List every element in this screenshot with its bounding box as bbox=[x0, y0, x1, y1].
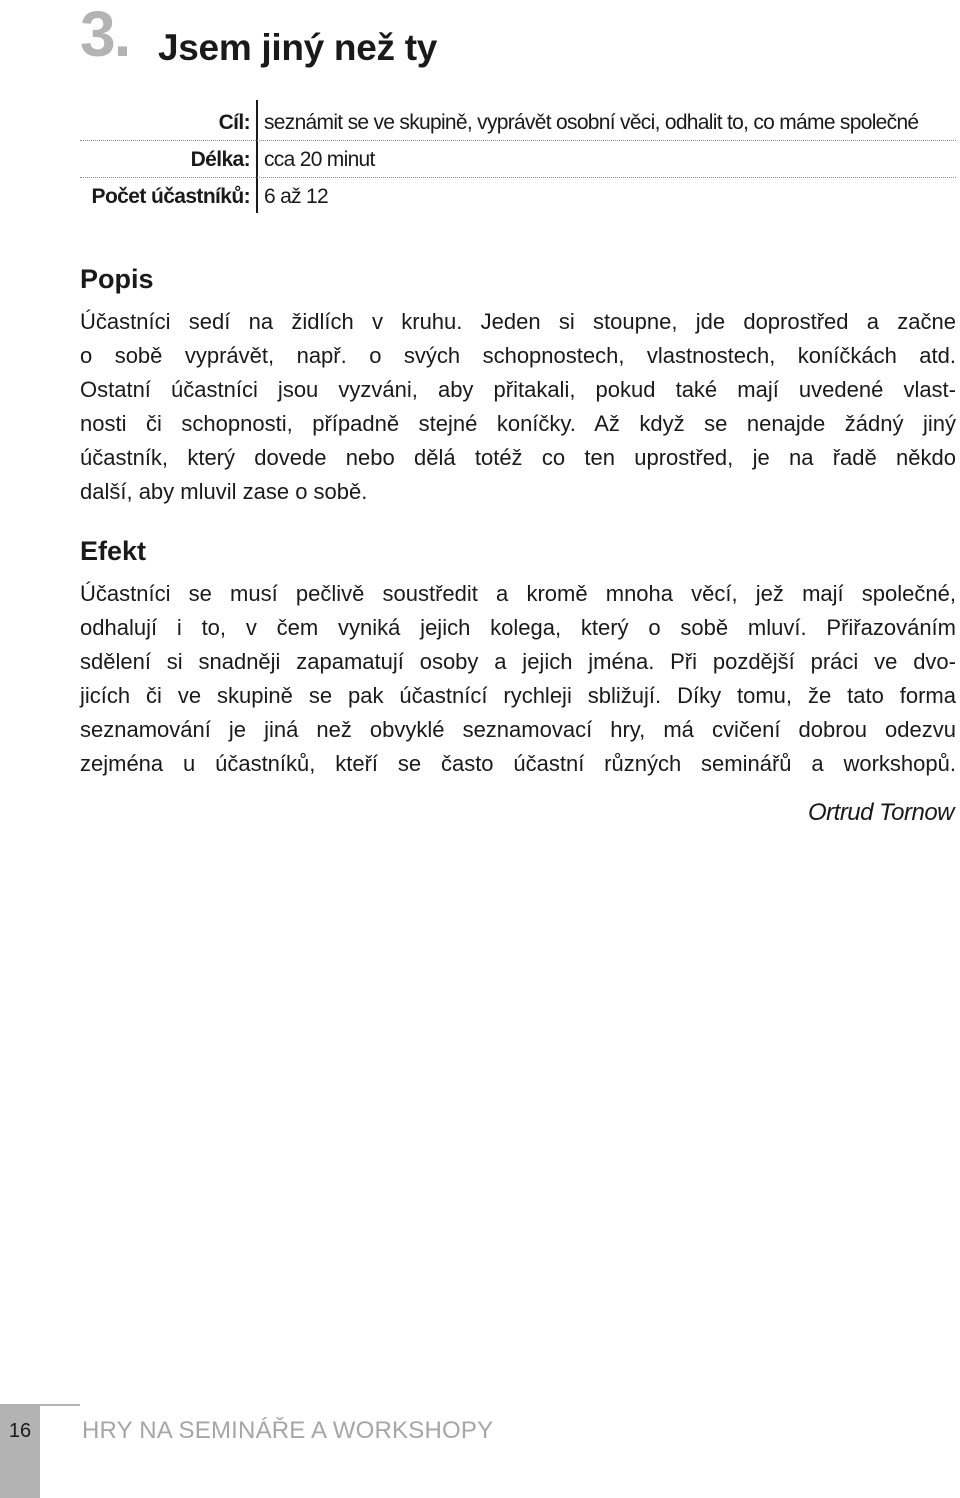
paragraph-line: o sobě vyprávět, např. o svých schopnostech, vlastnostech, koníčkách atd. bbox=[80, 343, 956, 368]
meta-value-participants: 6 až 12 bbox=[264, 185, 328, 208]
section-title-popis: Popis bbox=[80, 264, 154, 294]
paragraph-line: seznamování je jiná než obvyklé seznamovací hry, má cvičení dobrou odezvu bbox=[80, 717, 956, 742]
paragraph-line: Ostatní účastníci jsou vyzváni, aby přitakali, pokud také mají uvedené vlast- bbox=[80, 377, 956, 402]
meta-row-participants bbox=[80, 178, 956, 215]
meta-row-goal bbox=[80, 104, 956, 141]
meta-label-participants: Počet účastníků: bbox=[91, 185, 250, 208]
paragraph-line: Účastníci sedí na židlích v kruhu. Jeden si stoupne, jde doprostřed a začne bbox=[80, 309, 956, 334]
meta-value-duration: cca 20 minut bbox=[264, 148, 375, 171]
paragraph-line: jicích či ve skupině se pak účastnící rychleji sbližují. Díky tomu, že tato forma bbox=[80, 683, 956, 708]
paragraph-line: zejména u účastníků, kteří se často účastní různých seminářů a workshopů. bbox=[80, 751, 956, 776]
meta-value-goal: seznámit se ve skupině, vyprávět osobní věci, odhalit to, co máme společné bbox=[264, 111, 919, 134]
meta-label-duration: Délka: bbox=[190, 148, 250, 171]
paragraph-line: nosti či schopnosti, případně stejné koníčky. Až když se nenajde žádný jiný bbox=[80, 411, 956, 436]
paragraph-line: účastník, který dovede nebo dělá totéž co ten uprostřed, je na řadě někdo bbox=[80, 445, 956, 470]
meta-row-duration bbox=[80, 141, 956, 178]
chapter-number: 3. bbox=[80, 0, 130, 70]
footer-rule bbox=[40, 1404, 80, 1406]
page-number: 16 bbox=[8, 1420, 32, 1442]
author-credit: Ortrud Tornow bbox=[807, 799, 954, 826]
chapter-heading bbox=[80, 0, 940, 80]
meta-table bbox=[80, 104, 956, 215]
meta-label-goal: Cíl: bbox=[218, 111, 250, 134]
chapter-title: Jsem jiný než ty bbox=[158, 27, 437, 68]
paragraph-line: odhalují i to, v čem vyniká jejich kolega, který o sobě mluví. Přiřazováním bbox=[80, 615, 956, 640]
section-title-efekt: Efekt bbox=[80, 536, 147, 566]
paragraph-efekt bbox=[80, 577, 956, 781]
paragraph-line: sdělení si snadněji zapamatují osoby a jejich jména. Při pozdější práci ve dvo- bbox=[80, 649, 956, 674]
paragraph-line: další, aby mluvil zase o sobě. bbox=[80, 479, 368, 504]
running-title: HRY NA SEMINÁŘE A WORKSHOPY bbox=[82, 1417, 494, 1444]
paragraph-popis bbox=[80, 305, 956, 509]
paragraph-line: Účastníci se musí pečlivě soustředit a kromě mnoha věcí, jež mají společné, bbox=[80, 581, 956, 606]
